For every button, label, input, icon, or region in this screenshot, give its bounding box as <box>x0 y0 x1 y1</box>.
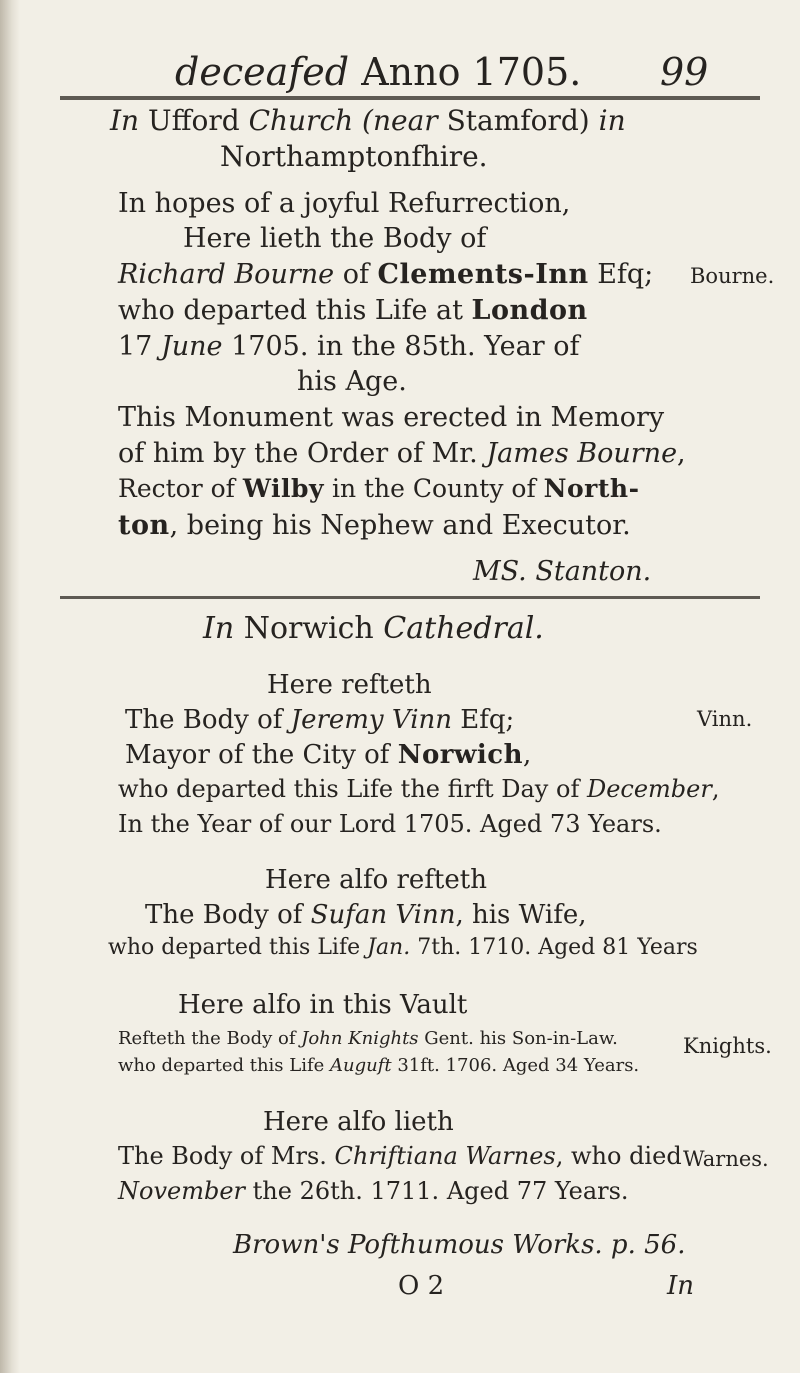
epitaph-line: Here alfo lieth <box>263 1107 454 1137</box>
epitaph-line: November the 26th. 1711. Aged 77 Years. <box>118 1177 629 1205</box>
margin-surname: Vinn. <box>697 707 753 731</box>
section1-heading-county: Northamptonfhire. <box>220 140 488 173</box>
epitaph-line: The Body of Sufan Vinn, his Wife, <box>145 900 587 930</box>
catchword: In <box>667 1271 695 1301</box>
epitaph-line: of him by the Order of Mr. James Bourne, <box>118 438 686 469</box>
epitaph-line: Richard Bourne of Clements-Inn Efq; <box>118 259 654 290</box>
source-citation: MS. Stanton. <box>473 556 652 587</box>
page-number: 99 <box>660 50 709 94</box>
page-gutter-shadow <box>0 0 20 1373</box>
section1-heading: In Ufford Church (near Stamford) in <box>110 104 626 137</box>
epitaph-line: who departed this Life Jan. 7th. 1710. Aged 81 Years <box>108 935 698 960</box>
epitaph-line: The Body of Mrs. Chriftiana Warnes, who died <box>118 1142 682 1170</box>
epitaph-line: who departed this Life at London <box>118 295 588 326</box>
epitaph-line: Rector of Wilby in the County of North- <box>118 474 640 503</box>
epitaph-line: Here lieth the Body of <box>183 223 487 254</box>
epitaph-line: In hopes of a joyful Refurrection, <box>118 188 571 219</box>
margin-surname: Bourne. <box>690 264 775 288</box>
epitaph-line: The Body of Jeremy Vinn Efq; <box>125 705 515 735</box>
epitaph-line: Refteth the Body of John Knights Gent. his Son-in-Law. <box>118 1028 618 1049</box>
epitaph-line: who departed this Life the firft Day of December, <box>118 775 720 803</box>
epitaph-line: This Monument was erected in Memory <box>118 402 665 433</box>
running-title: deceafed Anno 1705. <box>175 50 582 94</box>
section-divider <box>60 596 760 599</box>
margin-surname: Knights. <box>683 1034 772 1058</box>
epitaph-line: 17 June 1705. in the 85th. Year of <box>118 331 580 362</box>
running-head <box>0 50 800 100</box>
epitaph-line: Here alfo in this Vault <box>178 990 468 1020</box>
epitaph-line: his Age. <box>297 366 407 397</box>
top-rule <box>60 96 760 100</box>
epitaph-line: Mayor of the City of Norwich, <box>125 740 532 770</box>
section2-heading: In Norwich Cathedral. <box>203 611 544 646</box>
margin-surname: Warnes. <box>683 1147 769 1171</box>
epitaph-line: In the Year of our Lord 1705. Aged 73 Years. <box>118 810 662 838</box>
epitaph-line: ton, being his Nephew and Executor. <box>118 510 631 541</box>
epitaph-line: who departed this Life Auguft 31ft. 1706. Aged 34 Years. <box>118 1055 640 1076</box>
signature-mark: O 2 <box>398 1271 445 1301</box>
source-citation: Brown's Pofthumous Works. p. 56. <box>233 1230 686 1260</box>
epitaph-line: Here refteth <box>267 670 432 700</box>
epitaph-line: Here alfo refteth <box>265 865 487 895</box>
